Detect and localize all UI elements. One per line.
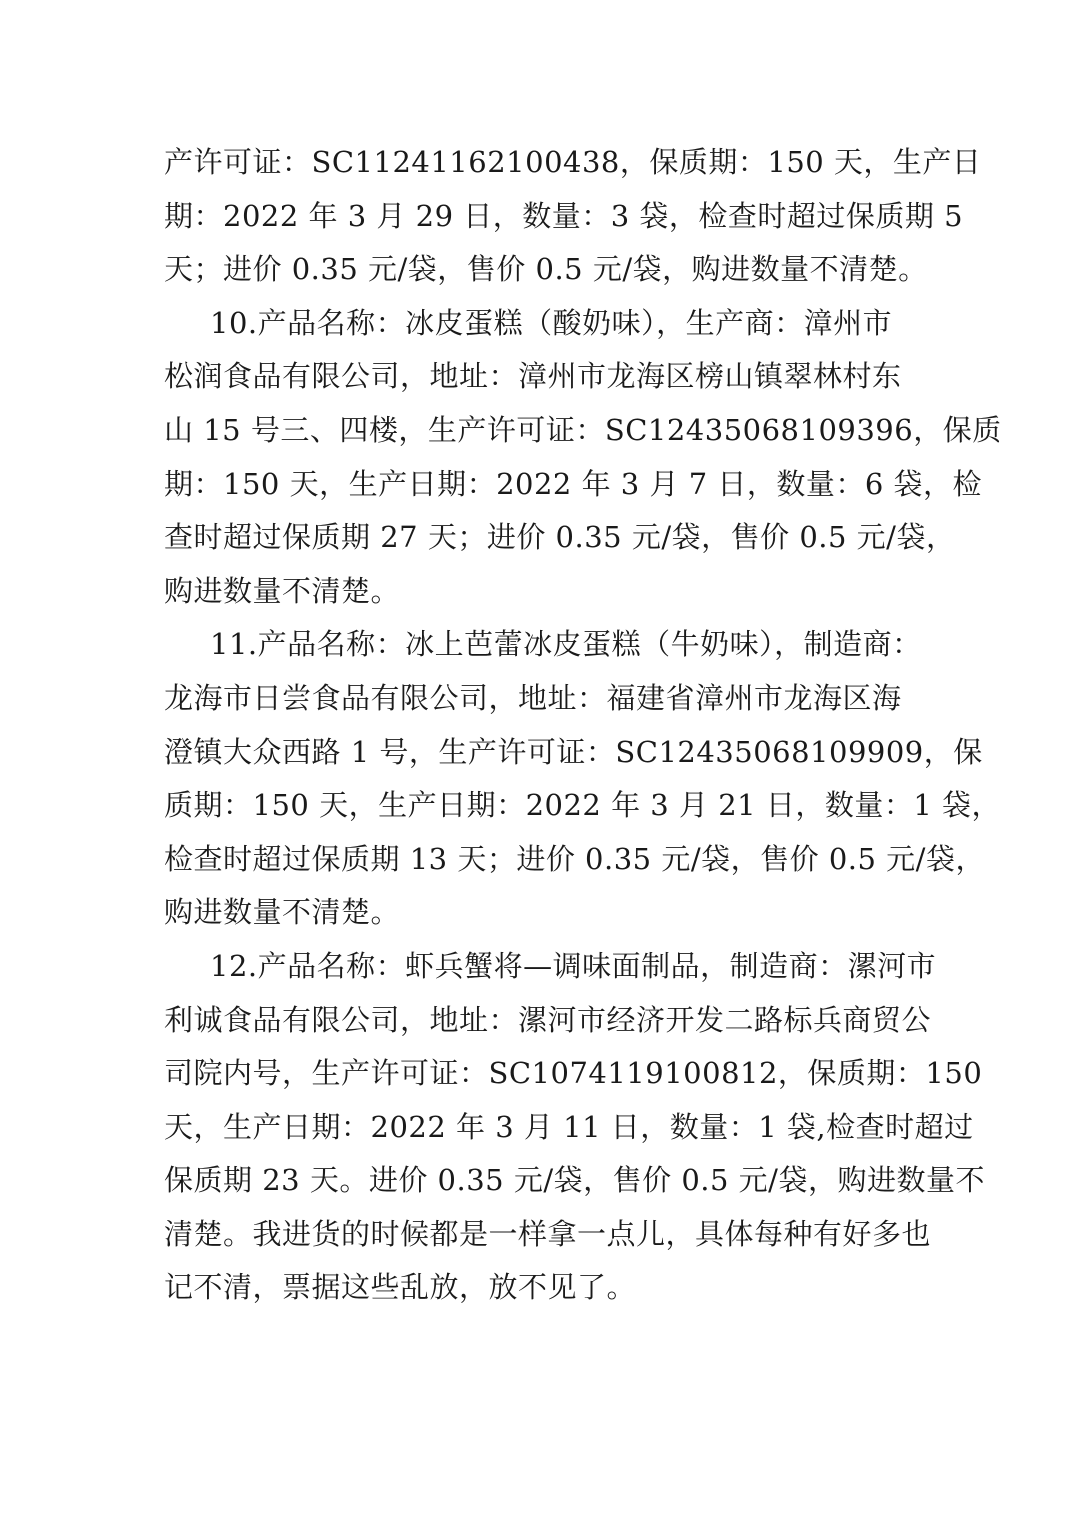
text-line: 澄镇大众西路 1 号，生产许可证：SC12435068109909，保 <box>164 734 983 769</box>
text-line: 查时超过保质期 27 天；进价 0.35 元/袋，售价 0.5 元/袋， <box>164 520 956 555</box>
text-line: 检查时超过保质期 13 天；进价 0.35 元/袋，售价 0.5 元/袋， <box>164 841 985 876</box>
text-line: 山 15 号三、四楼，生产许可证：SC12435068109396，保质 <box>164 412 1002 447</box>
text-line: 清楚。我进货的时候都是一样拿一点儿，具体每种有好多也 <box>164 1216 932 1251</box>
text-line: 购进数量不清楚。 <box>164 573 401 608</box>
text-line: 松润食品有限公司，地址：漳州市龙海区榜山镇翠林村东 <box>164 359 902 394</box>
text-line: 利诚食品有限公司，地址：漯河市经济开发二路标兵商贸公 <box>164 1002 932 1037</box>
text-line: 天；进价 0.35 元/袋，售价 0.5 元/袋，购进数量不清楚。 <box>164 252 928 287</box>
document-page <box>164 136 1002 1315</box>
paragraph-start-item-11: 11.产品名称：冰上芭蕾冰皮蛋糕（牛奶味），制造商： <box>210 627 922 662</box>
text-line: 司院内号，生产许可证：SC1074119100812，保质期：150 <box>164 1056 983 1091</box>
text-line: 期：150 天，生产日期：2022 年 3 月 7 日，数量：6 袋，检 <box>164 466 983 501</box>
text-line: 质期：150 天，生产日期：2022 年 3 月 21 日，数量：1 袋， <box>164 788 1001 823</box>
text-line: 产许可证：SC11241162100438，保质期：150 天，生产日 <box>164 145 982 179</box>
text-line: 天，生产日期：2022 年 3 月 11 日，数量：1 袋,检查时超过 <box>164 1109 974 1144</box>
paragraph-start-item-12: 12.产品名称：虾兵蟹将—调味面制品，制造商：漯河市 <box>210 948 937 983</box>
text-line: 购进数量不清楚。 <box>164 895 401 930</box>
text-line: 记不清，票据这些乱放，放不见了。 <box>164 1270 637 1305</box>
paragraph-start-item-10: 10.产品名称：冰皮蛋糕（酸奶味），生产商：漳州市 <box>210 305 893 340</box>
text-line: 龙海市日尝食品有限公司，地址：福建省漳州市龙海区海 <box>164 680 902 715</box>
text-line: 期：2022 年 3 月 29 日，数量：3 袋，检查时超过保质期 5 <box>164 198 964 233</box>
text-line: 保质期 23 天。进价 0.35 元/袋，售价 0.5 元/袋，购进数量不 <box>164 1163 985 1198</box>
